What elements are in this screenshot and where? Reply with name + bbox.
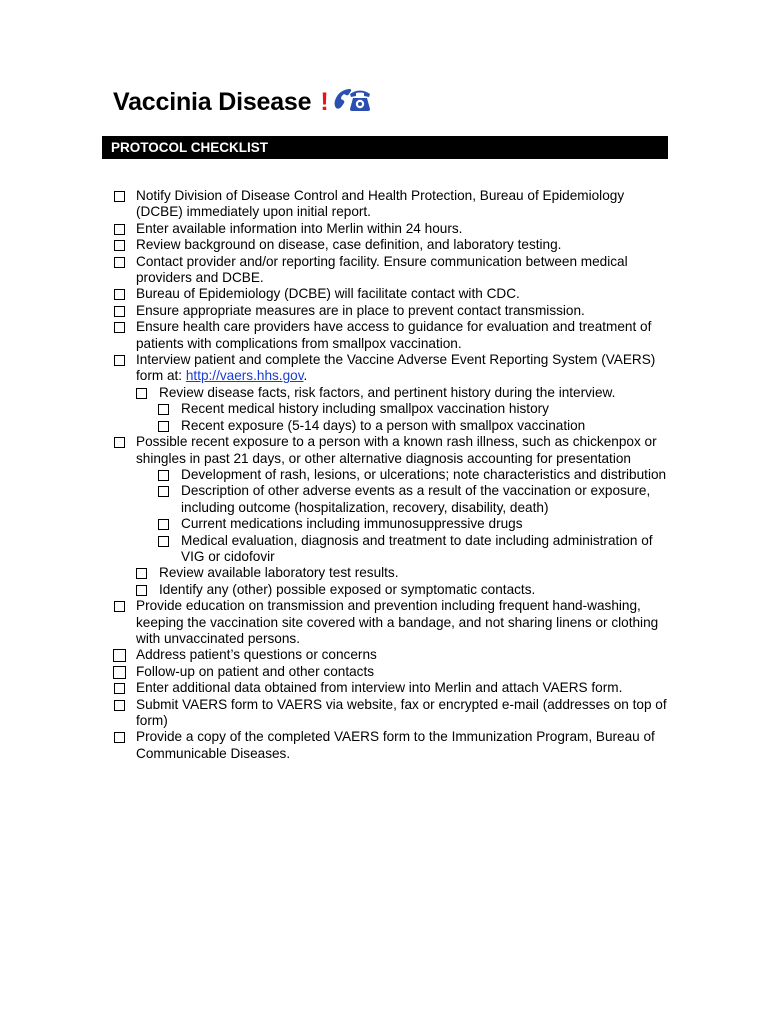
checklist-item-text: Provide education on transmission and prevention including frequent hand-washing, keeping the vaccination site covered with a bandage, and not sharing linens or clothing with unvaccinated persons. bbox=[136, 598, 659, 646]
protocol-checklist bbox=[113, 188, 673, 762]
checklist-item bbox=[113, 467, 673, 483]
checklist-item bbox=[113, 516, 673, 532]
checkbox[interactable] bbox=[114, 224, 125, 235]
checklist-item bbox=[113, 647, 673, 663]
checkbox[interactable] bbox=[114, 240, 125, 251]
checklist-item-text: Enter additional data obtained from interview into Merlin and attach VAERS form. bbox=[136, 680, 623, 696]
checkbox[interactable] bbox=[158, 519, 169, 530]
checklist-item-text: Recent exposure (5-14 days) to a person with smallpox vaccination bbox=[181, 417, 586, 433]
checklist-item bbox=[113, 286, 673, 302]
checklist-item-text: Enter available information into Merlin within 24 hours. bbox=[136, 220, 463, 236]
title-row bbox=[113, 88, 373, 117]
checklist-item-text: Review disease facts, risk factors, and pertinent history during the interview. bbox=[159, 384, 616, 400]
checklist-item bbox=[113, 697, 673, 730]
checklist-item-text: Review available laboratory test results. bbox=[159, 565, 399, 581]
checklist-item-text: Address patient’s questions or concerns bbox=[136, 647, 377, 663]
checkbox[interactable] bbox=[158, 536, 169, 547]
checkbox[interactable] bbox=[114, 601, 125, 612]
checklist-item-text: Identify any (other) possible exposed or symptomatic contacts. bbox=[159, 581, 536, 597]
checklist-item-text: Description of other adverse events as a result of the vaccination or exposure, including outcome (hospitalization, recovery, disability, death) bbox=[181, 483, 651, 515]
checkbox[interactable] bbox=[113, 666, 126, 679]
checkbox[interactable] bbox=[114, 437, 125, 448]
checklist-item bbox=[113, 680, 673, 696]
page-title: Vaccinia Disease bbox=[113, 88, 312, 116]
checkbox[interactable] bbox=[158, 470, 169, 481]
checkbox[interactable] bbox=[114, 700, 125, 711]
checklist-item bbox=[113, 352, 673, 385]
checklist-item bbox=[113, 319, 673, 352]
checkbox[interactable] bbox=[114, 257, 125, 268]
checkbox[interactable] bbox=[114, 191, 125, 202]
checkbox[interactable] bbox=[158, 421, 169, 432]
checklist-item bbox=[113, 418, 673, 434]
checklist-item bbox=[113, 385, 673, 401]
checklist-item bbox=[113, 303, 673, 319]
checklist-item-text: Bureau of Epidemiology (DCBE) will facilitate contact with CDC. bbox=[136, 286, 520, 302]
vaers-link[interactable]: http://vaers.hhs.gov bbox=[185, 368, 304, 384]
checkbox[interactable] bbox=[113, 649, 126, 662]
checklist-item bbox=[113, 729, 673, 762]
checklist-item bbox=[113, 483, 673, 516]
telephone-icon bbox=[333, 88, 373, 117]
checklist-item-text: Interview patient and complete the Vaccine Adverse Event Reporting System (VAERS) form at: bbox=[136, 352, 656, 384]
checklist-item-text: Provide a copy of the completed VAERS form to the Immunization Program, Bureau of Communicable Diseases. bbox=[136, 729, 655, 761]
checklist-item-text: Recent medical history including smallpox vaccination history bbox=[181, 401, 549, 417]
checklist-item bbox=[113, 254, 673, 287]
checklist-item-text: Current medications including immunosuppressive drugs bbox=[181, 516, 523, 532]
checklist-item-text: Follow-up on patient and other contacts bbox=[136, 663, 375, 679]
checkbox[interactable] bbox=[136, 568, 147, 579]
checkbox[interactable] bbox=[114, 355, 125, 366]
checklist-item-text: Ensure health care providers have access to guidance for evaluation and treatment of patients with complications from smallpox vaccination. bbox=[136, 319, 652, 351]
checklist-item-text: Possible recent exposure to a person with a known rash illness, such as chickenpox or shingles in past 21 days, or other alternative diagnosis accounting for presentation bbox=[136, 434, 657, 466]
checklist-item-text: Submit VAERS form to VAERS via website, fax or encrypted e-mail (addresses on top of form) bbox=[136, 696, 667, 728]
checklist-item bbox=[113, 434, 673, 467]
checklist-item bbox=[113, 221, 673, 237]
checklist-item-text: Ensure appropriate measures are in place to prevent contact transmission. bbox=[136, 302, 585, 318]
checkbox[interactable] bbox=[114, 683, 125, 694]
checklist-item bbox=[113, 237, 673, 253]
checklist-item bbox=[113, 533, 673, 566]
checkbox[interactable] bbox=[158, 486, 169, 497]
checklist-item-text: Notify Division of Disease Control and Health Protection, Bureau of Epidemiology (DCBE) immediately upon initial report. bbox=[136, 188, 625, 220]
checklist-item-text: Contact provider and/or reporting facility. Ensure communication between medical providers and DCBE. bbox=[136, 253, 628, 286]
alert-icon: ! bbox=[320, 88, 329, 116]
protocol-checklist-banner: PROTOCOL CHECKLIST bbox=[102, 136, 668, 159]
checkbox[interactable] bbox=[136, 585, 147, 596]
checkbox[interactable] bbox=[114, 322, 125, 333]
checklist-item bbox=[113, 401, 673, 417]
checkbox[interactable] bbox=[114, 289, 125, 300]
checkbox[interactable] bbox=[136, 388, 147, 399]
checklist-item bbox=[113, 598, 673, 647]
checkbox[interactable] bbox=[114, 732, 125, 743]
checklist-item-text: Development of rash, lesions, or ulcerations; note characteristics and distribution bbox=[181, 466, 667, 482]
checklist-item bbox=[113, 188, 673, 221]
checklist-item bbox=[113, 582, 673, 598]
checklist-item bbox=[113, 664, 673, 680]
checkbox[interactable] bbox=[158, 404, 169, 415]
checkbox[interactable] bbox=[114, 306, 125, 317]
checklist-item-suffix: . bbox=[303, 368, 308, 384]
checklist-item bbox=[113, 565, 673, 581]
checklist-item-text: Medical evaluation, diagnosis and treatment to date including administration of VIG or cidofovir bbox=[181, 532, 653, 564]
checklist-item-text: Review background on disease, case definition, and laboratory testing. bbox=[136, 237, 562, 253]
